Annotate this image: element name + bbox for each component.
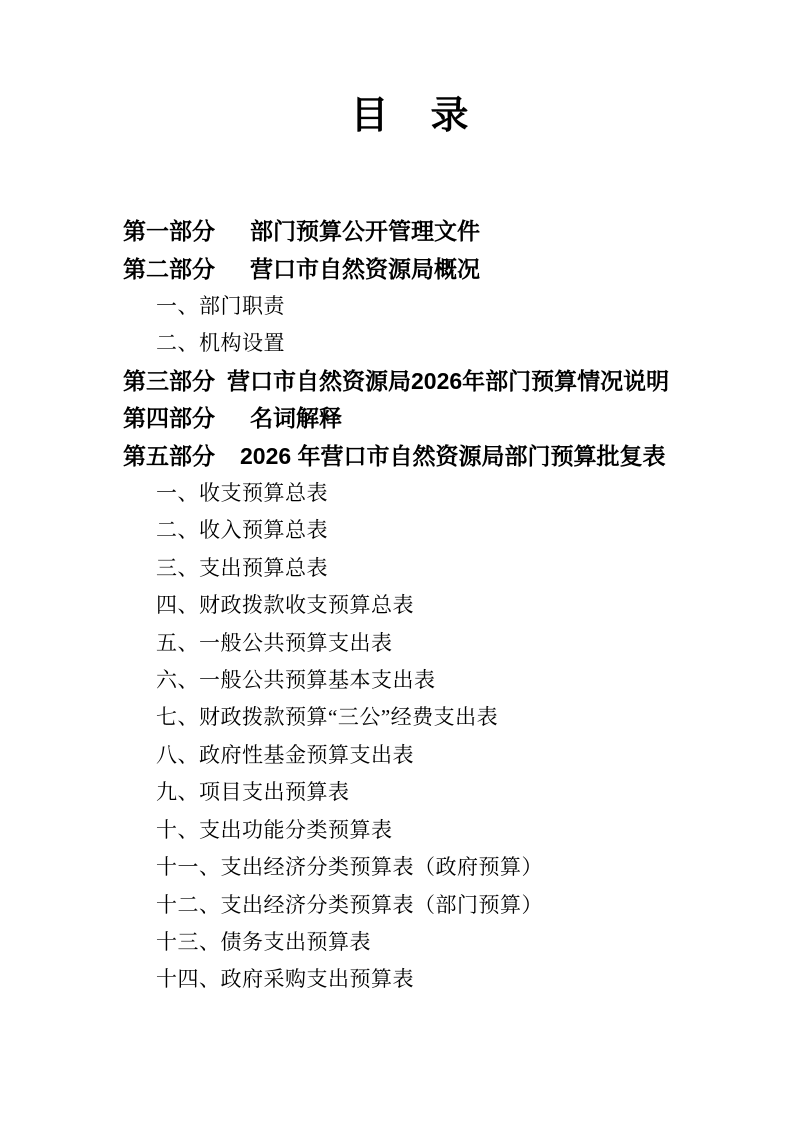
toc-sub-entry <box>0 810 793 847</box>
toc-sub-entry <box>0 511 793 548</box>
sub-title: 二、收入预算总表 <box>156 518 328 543</box>
sub-title: 一、收支预算总表 <box>156 480 328 505</box>
part-title: 营口市自然资源局概况 <box>250 255 480 282</box>
toc-sub-entry <box>0 286 793 323</box>
toc-part-entry-5 <box>0 436 793 473</box>
toc-sub-entry <box>0 922 793 959</box>
toc-sub-entry <box>0 323 793 360</box>
sub-title: 十、支出功能分类预算表 <box>156 817 393 842</box>
part-title: 营口市自然资源局2026年部门预算情况说明 <box>227 367 670 394</box>
sub-title: 六、一般公共预算基本支出表 <box>156 667 436 692</box>
part-label: 第三部分 <box>123 367 215 394</box>
toc-sub-entry <box>0 585 793 622</box>
table-of-contents <box>0 211 793 997</box>
sub-title: 二、机构设置 <box>156 331 285 356</box>
toc-sub-entry <box>0 623 793 660</box>
toc-sub-entry <box>0 735 793 772</box>
toc-sub-entry <box>0 885 793 922</box>
sub-title: 九、项目支出预算表 <box>156 780 350 805</box>
sub-title: 八、政府性基金预算支出表 <box>156 742 414 767</box>
toc-sub-entry <box>0 660 793 697</box>
sub-title: 十三、债务支出预算表 <box>156 930 371 955</box>
part-title: 2026 年营口市自然资源局部门预算批复表 <box>240 442 666 469</box>
part-label: 第二部分 <box>123 255 215 282</box>
part-title: 名词解释 <box>250 405 342 432</box>
document-title: 目 录 <box>350 95 471 137</box>
toc-sub-entry <box>0 698 793 735</box>
toc-part-entry-3 <box>0 361 793 398</box>
sub-title: 七、财政拨款预算“三公”经费支出表 <box>156 705 499 730</box>
toc-sub-entry <box>0 960 793 997</box>
toc-sub-entry <box>0 773 793 810</box>
toc-sub-entry <box>0 473 793 510</box>
sub-title: 三、支出预算总表 <box>156 555 328 580</box>
sub-title: 五、一般公共预算支出表 <box>156 630 393 655</box>
part-label: 第五部分 <box>123 442 215 469</box>
toc-part-entry-4 <box>0 398 793 435</box>
toc-sub-entry <box>0 548 793 585</box>
sub-title: 十四、政府采购支出预算表 <box>156 967 414 992</box>
part-title: 部门预算公开管理文件 <box>250 218 480 245</box>
toc-part-entry-1 <box>0 211 793 248</box>
sub-title: 一、部门职责 <box>156 293 285 318</box>
toc-sub-entry <box>0 847 793 884</box>
part-label: 第四部分 <box>123 405 215 432</box>
sub-title: 四、财政拨款收支预算总表 <box>156 593 414 618</box>
toc-part-entry-2 <box>0 248 793 285</box>
sub-title: 十一、支出经济分类预算表（政府预算） <box>156 855 543 880</box>
part-label: 第一部分 <box>123 218 215 245</box>
sub-title: 十二、支出经济分类预算表（部门预算） <box>156 892 543 917</box>
